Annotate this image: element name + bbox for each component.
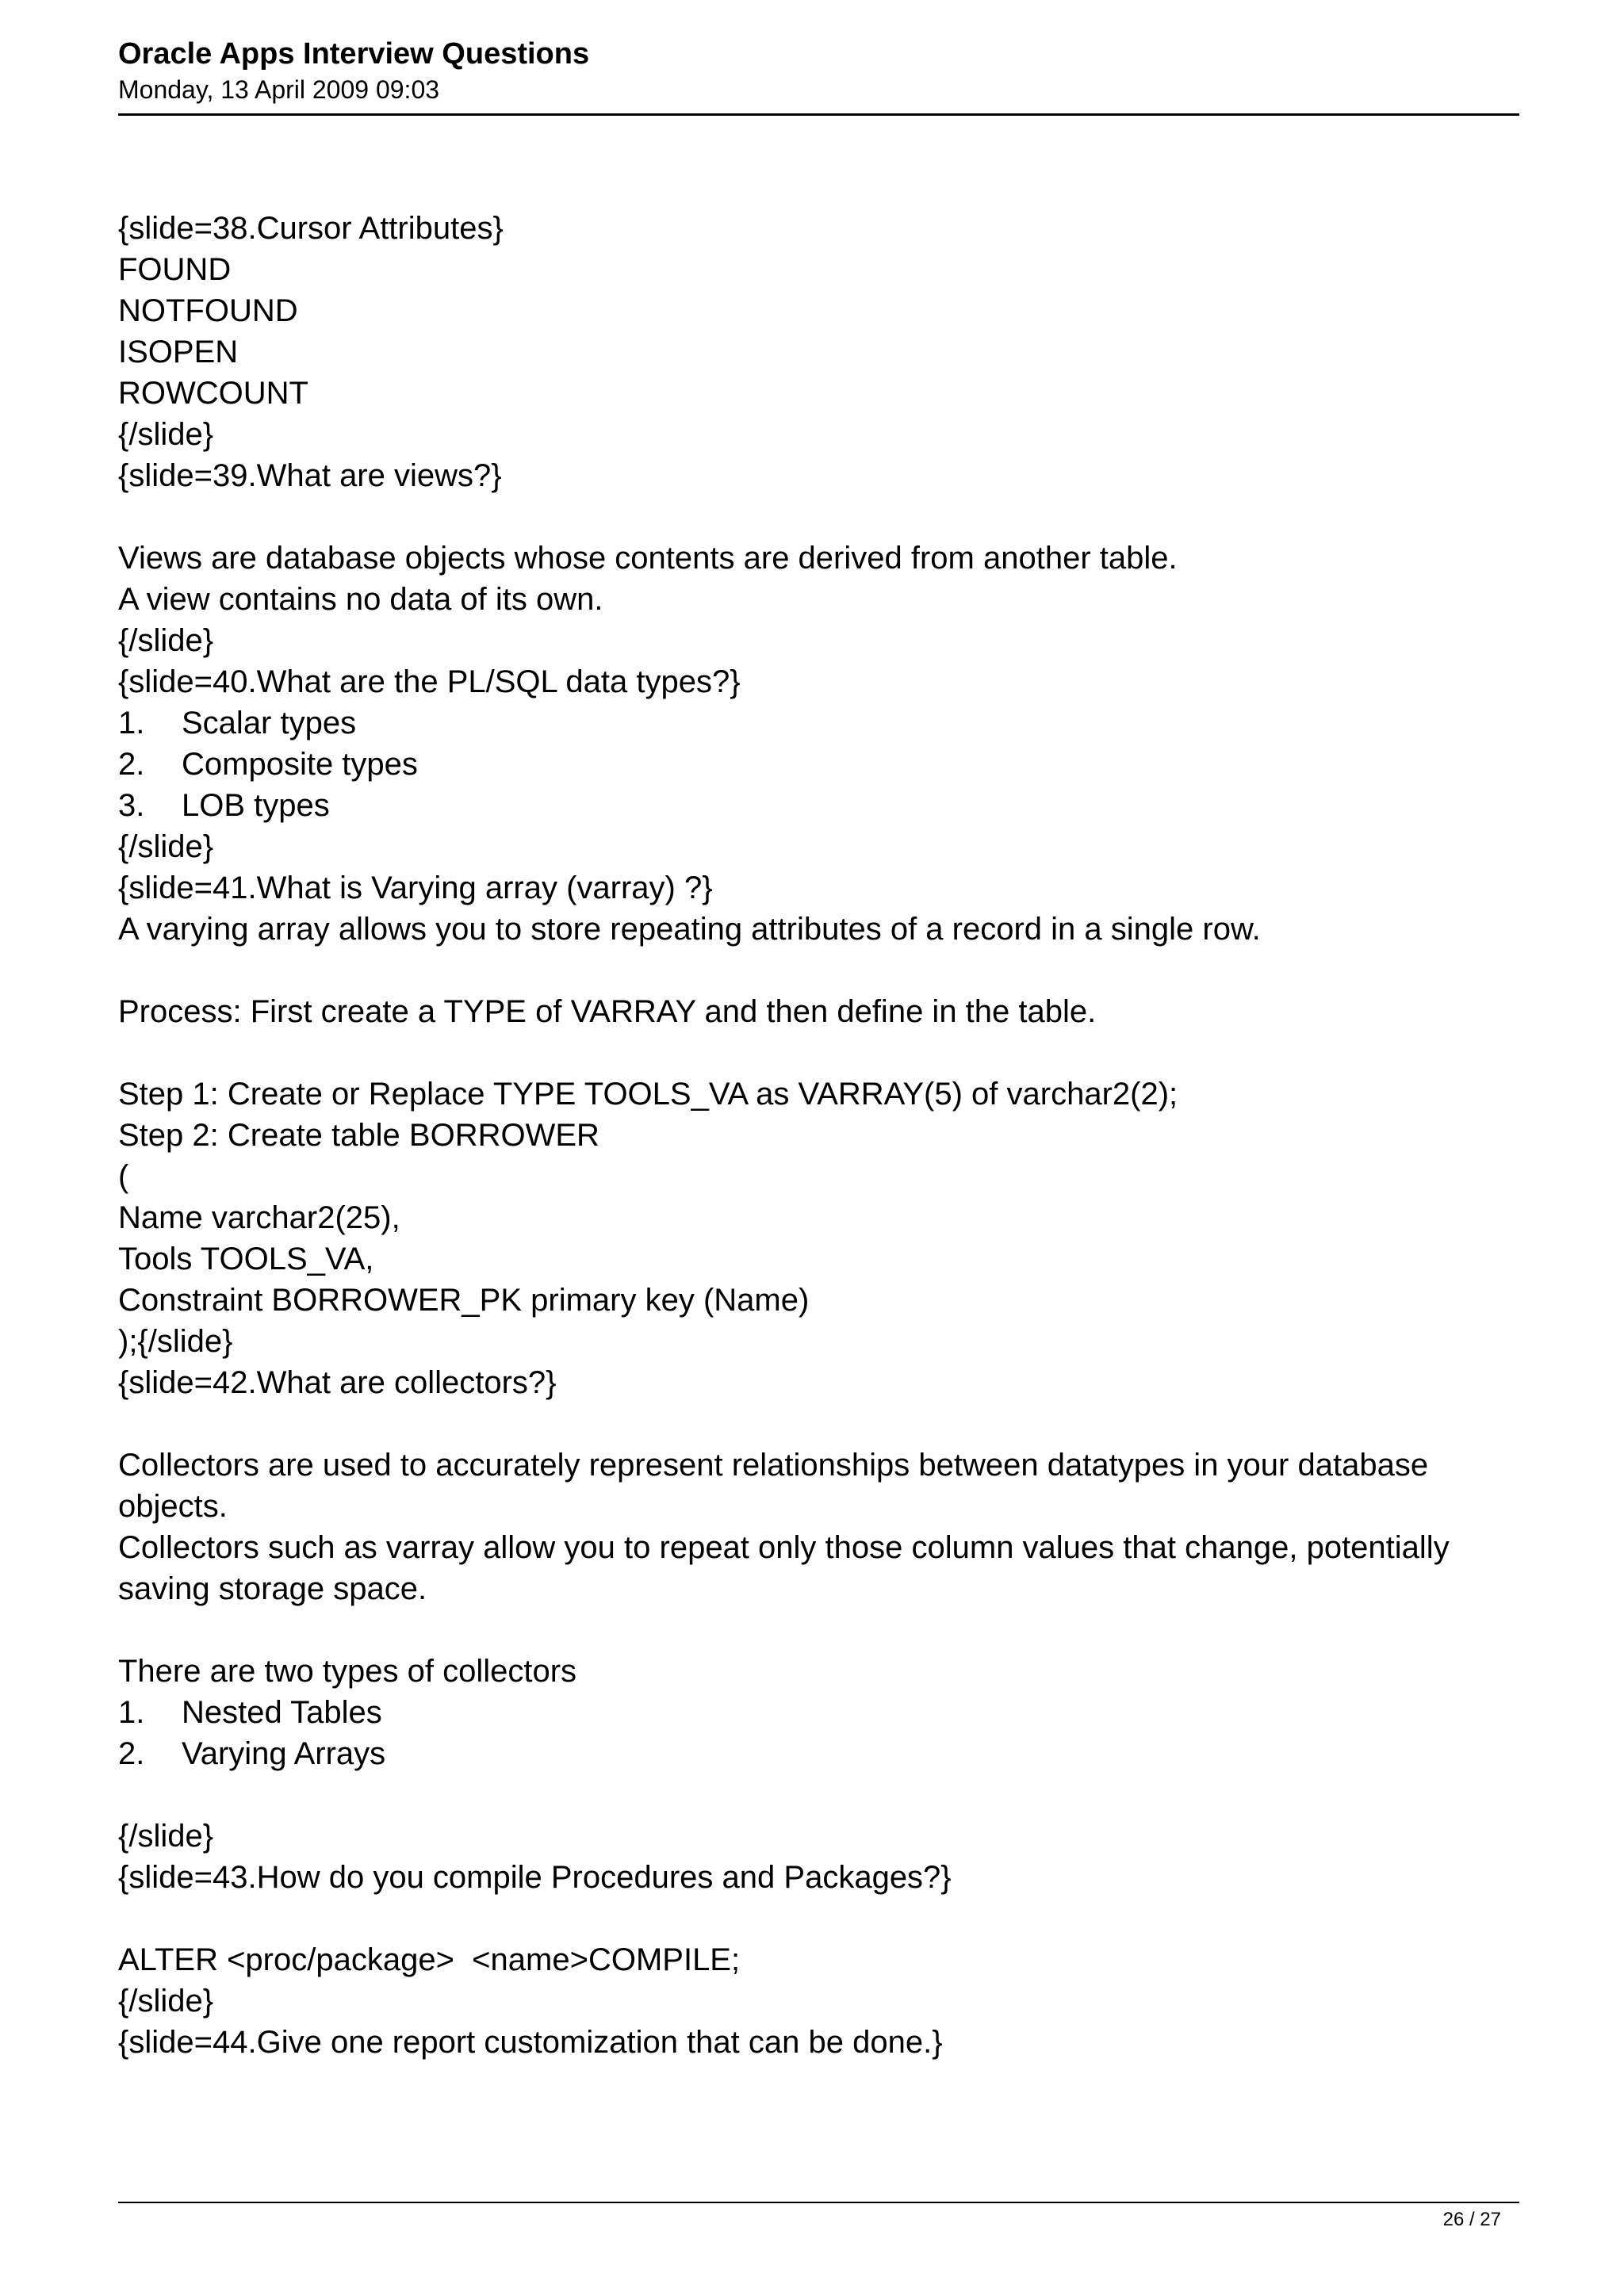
text-line: FOUND — [118, 252, 232, 287]
document-body — [118, 208, 1519, 2063]
text-line: {slide=39.What are views?} — [118, 458, 502, 493]
text-line: Process: First create a TYPE of VARRAY and then define in the table. — [118, 994, 1097, 1029]
list-text: Scalar types — [182, 706, 357, 740]
list-item — [118, 1692, 1519, 1733]
text-line: {/slide} — [118, 623, 214, 658]
blank-line — [118, 1403, 1519, 1445]
text-line: {/slide} — [118, 1984, 214, 2019]
text-line: );{/slide} — [118, 1324, 233, 1359]
list-number: 2. — [118, 747, 145, 782]
text-line: A view contains no data of its own. — [118, 582, 603, 617]
text-line: A varying array allows you to store repeating attributes of a record in a single row. — [118, 912, 1261, 947]
text-line: Tools TOOLS_VA, — [118, 1242, 374, 1276]
list-text: Nested Tables — [182, 1695, 382, 1730]
blank-line — [118, 496, 1519, 538]
text-line: Constraint BORROWER_PK primary key (Name) — [118, 1283, 810, 1318]
blank-line — [118, 1609, 1519, 1651]
text-line: ( — [118, 1159, 129, 1194]
document-date: Monday, 13 April 2009 09:03 — [118, 75, 440, 104]
text-line: {slide=41.What is Varying array (varray) ?} — [118, 871, 713, 905]
list-number: 3. — [118, 788, 145, 823]
text-line: {/slide} — [118, 1819, 214, 1854]
list-number: 1. — [118, 1695, 145, 1730]
paragraph: Collectors such as varray allow you to repeat only those column values that change, potentially saving storage space. — [118, 1530, 1450, 1606]
text-line: ISOPEN — [118, 335, 239, 369]
list-item — [118, 785, 1519, 826]
text-line: {/slide} — [118, 829, 214, 864]
text-line: ROWCOUNT — [118, 376, 308, 411]
text-line: Name varchar2(25), — [118, 1200, 400, 1235]
text-line: {slide=40.What are the PL/SQL data types?} — [118, 664, 741, 699]
list-text: Varying Arrays — [182, 1736, 386, 1771]
text-line: ALTER <proc/package> <name>COMPILE; — [118, 1942, 741, 1977]
list-item — [118, 702, 1519, 744]
blank-line — [118, 950, 1519, 991]
list-text: LOB types — [182, 788, 330, 823]
text-line: NOTFOUND — [118, 293, 298, 328]
list-text: Composite types — [182, 747, 418, 782]
text-line: {slide=42.What are collectors?} — [118, 1365, 557, 1400]
text-line: Step 2: Create table BORROWER — [118, 1118, 599, 1153]
blank-line — [118, 1898, 1519, 1939]
blank-line — [118, 1032, 1519, 1073]
text-line: {slide=43.How do you compile Procedures and Packages?} — [118, 1860, 952, 1895]
list-item — [118, 1733, 1519, 1774]
list-item — [118, 744, 1519, 785]
document-title: Oracle Apps Interview Questions — [118, 37, 590, 71]
blank-line — [118, 1774, 1519, 1816]
list-number: 1. — [118, 706, 145, 740]
header-divider — [118, 113, 1519, 116]
page-number: 26 / 27 — [1442, 2209, 1501, 2230]
paragraph: Collectors are used to accurately represent relationships between datatypes in your database objects. — [118, 1448, 1429, 1524]
footer-divider — [118, 2202, 1519, 2203]
text-line: {/slide} — [118, 417, 214, 452]
list-number: 2. — [118, 1736, 145, 1771]
text-line: There are two types of collectors — [118, 1654, 577, 1689]
text-line: {slide=44.Give one report customization that can be done.} — [118, 2025, 943, 2060]
text-line: {slide=38.Cursor Attributes} — [118, 211, 504, 246]
text-line: Step 1: Create or Replace TYPE TOOLS_VA as VARRAY(5) of varchar2(2); — [118, 1077, 1178, 1112]
text-line: Views are database objects whose contents are derived from another table. — [118, 541, 1178, 576]
